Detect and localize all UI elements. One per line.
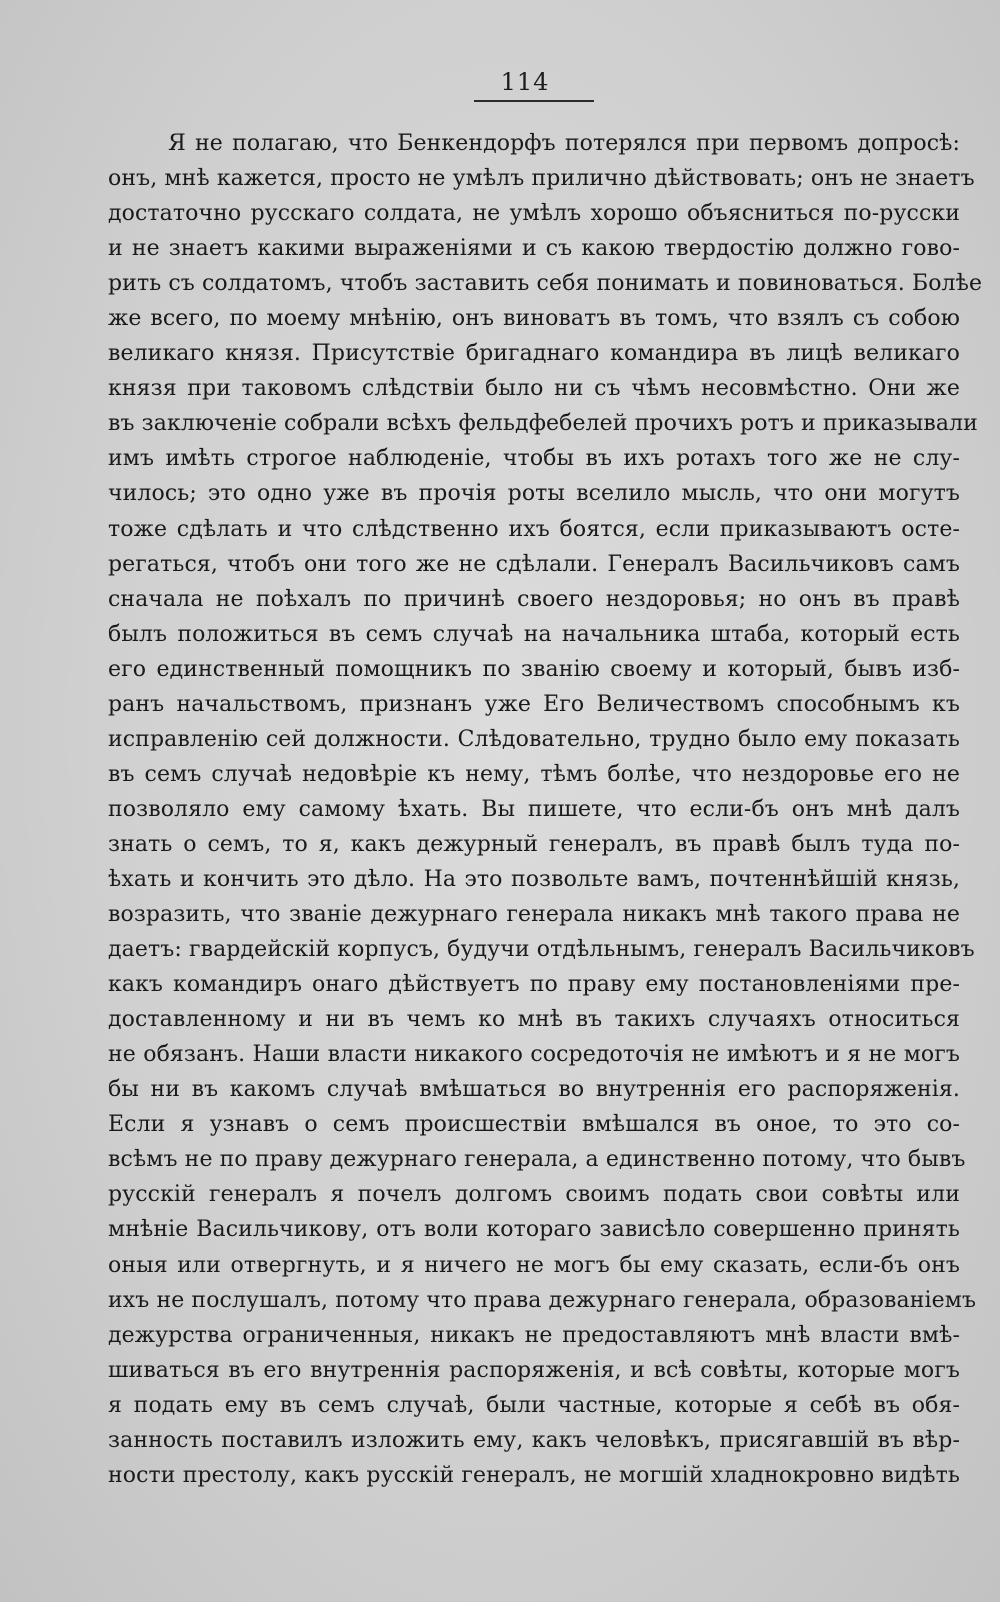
text-line: всѣмъ не по праву дежурнаго генерала, а единственно потому, что бывъ bbox=[108, 1147, 966, 1173]
text-line: возразить, что званіе дежурнаго генерала никакъ мнѣ такого права не bbox=[108, 902, 960, 928]
text-line: оныя или отвергнуть, и я ничего не могъ бы ему сказать, если-бъ онъ bbox=[108, 1252, 960, 1278]
text-line: дежурства ограниченныя, никакъ не предоставляютъ мнѣ власти вмѣ- bbox=[108, 1322, 960, 1348]
text-line: въ семъ случаѣ недовѣріе къ нему, тѣмъ болѣе, что нездоровье его не bbox=[108, 761, 960, 787]
text-line: чилось; это одно уже въ прочія роты вселило мысль, что они могутъ bbox=[108, 481, 960, 507]
text-line: въ заключеніе собрали всѣхъ фельдфебелей прочихъ ротъ и приказывали bbox=[108, 411, 978, 437]
text-line: рить съ солдатомъ, чтобъ заставить себя понимать и повиноваться. Болѣе bbox=[108, 271, 983, 297]
text-line: достаточно русскаго солдата, не умѣлъ хорошо объясниться по-русски bbox=[108, 201, 960, 227]
text-line: князя при таковомъ слѣдствіи было ни съ чѣмъ несовмѣстно. Они же bbox=[108, 376, 960, 402]
header-rule bbox=[474, 100, 594, 102]
text-line: ѣхать и кончить это дѣло. На это позвольте вамъ, почтеннѣйшій князь, bbox=[108, 866, 960, 892]
body-text bbox=[108, 126, 983, 1493]
text-line: знать о семъ, то я, какъ дежурный генералъ, въ правѣ былъ туда по- bbox=[108, 831, 960, 857]
text-line: регаться, чтобъ они того же не сдѣлали. Генералъ Васильчиковъ самъ bbox=[108, 551, 960, 577]
text-line: великаго князя. Присутствіе бригаднаго командира въ лицѣ великаго bbox=[108, 341, 960, 367]
text-line: занность поставилъ изложить ему, какъ человѣкъ, присягавшій въ вѣр- bbox=[108, 1427, 960, 1453]
text-line: тоже сдѣлать и что слѣдственно ихъ боятся, если приказываютъ осте- bbox=[108, 516, 960, 542]
text-line: онъ, мнѣ кажется, просто не умѣлъ прилично дѣйствовать; онъ не знаетъ bbox=[108, 166, 975, 192]
text-line: доставленному и ни въ чемъ ко мнѣ въ такихъ случаяхъ относиться bbox=[108, 1007, 960, 1033]
text-line: какъ командиръ онаго дѣйствуетъ по праву ему постановленіями пре- bbox=[108, 972, 960, 998]
text-line: я подать ему въ семъ случаѣ, были частные, которые я себѣ въ обя- bbox=[108, 1392, 960, 1418]
text-line: его единственный помощникъ по званію своему и который, бывъ изб- bbox=[108, 656, 960, 682]
text-line: же всего, по моему мнѣнію, онъ виноватъ въ томъ, что взялъ съ собою bbox=[108, 306, 960, 332]
text-line: Я не полагаю, что Бенкендорфъ потерялся при первомъ допросѣ: bbox=[168, 131, 960, 156]
text-line: ранъ начальствомъ, признанъ уже Его Величествомъ способнымъ къ bbox=[108, 691, 960, 717]
text-line: русскій генералъ я почелъ долгомъ своимъ подать свои совѣты или bbox=[108, 1182, 960, 1208]
text-line: ности престолу, какъ русскій генералъ, не могшій хладнокровно видѣть bbox=[108, 1462, 960, 1488]
text-line: мнѣніе Васильчикову, отъ воли котораго зависѣло совершенно принять bbox=[108, 1217, 960, 1243]
text-line: ихъ не послушалъ, потому что права дежурнаго генерала, образованіемъ bbox=[108, 1287, 977, 1313]
text-line: Если я узнавъ о семъ происшествіи вмѣшался въ оное, то это со- bbox=[108, 1112, 960, 1138]
text-line: даетъ: гвардейскій корпусъ, будучи отдѣльнымъ, генералъ Васильчиковъ bbox=[108, 937, 975, 963]
text-line: бы ни въ какомъ случаѣ вмѣшаться во внутреннія его распоряженія. bbox=[108, 1077, 960, 1103]
page-number: 114 bbox=[500, 68, 550, 96]
text-line: позволяло ему самому ѣхать. Вы пишете, что если-бъ онъ мнѣ далъ bbox=[108, 796, 960, 822]
text-line: и не знаетъ какими выраженіями и съ какою твердостію должно гово- bbox=[108, 236, 960, 262]
text-line: сначала не поѣхалъ по причинѣ своего нездоровья; но онъ въ правѣ bbox=[108, 586, 960, 612]
text-line: былъ положиться въ семъ случаѣ на начальника штаба, который есть bbox=[108, 621, 960, 647]
text-line: не обязанъ. Наши власти никакого сосредоточія не имѣютъ и я не могъ bbox=[108, 1042, 960, 1068]
text-line: исправленію сей должности. Слѣдовательно, трудно было ему показать bbox=[108, 726, 960, 752]
text-line: шиваться въ его внутреннія распоряженія, и всѣ совѣты, которые могъ bbox=[108, 1357, 960, 1383]
text-line: имъ имѣть строгое наблюденіе, чтобы въ ихъ ротахъ того же не слу- bbox=[108, 446, 960, 472]
